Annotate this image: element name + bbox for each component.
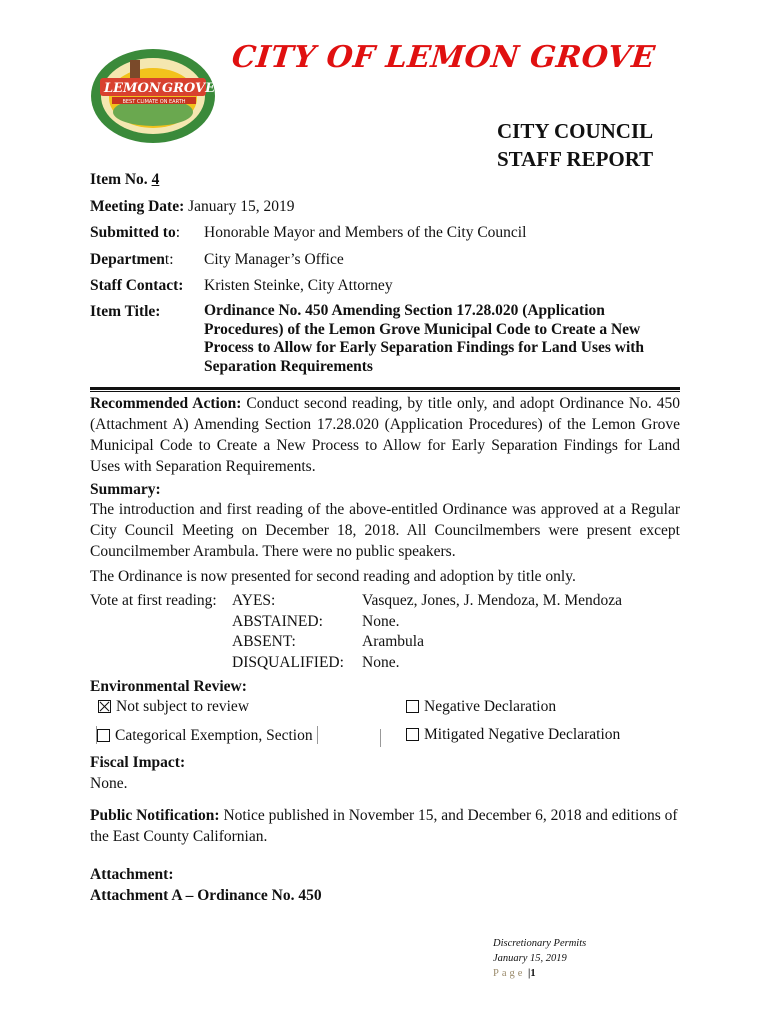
vote-label: Vote at first reading: [90,592,217,609]
item-number [90,171,159,189]
checkbox-negative-declaration-label: Negative Declaration [424,698,557,715]
recommended-action-text: Conduct second reading, by title only, and adopt Ordinance No. 450 (Attachment A) Amending Section 17.28.020 (Application Procedures) of the Lemon Grove Municipal Code to Create a New Process to Allow for Early Separation Findings for Land Uses with Separation Requirements. [90,395,680,475]
city-title: CITY OF LEMON GROVE [230,40,657,75]
staff-contact-value: Kristen Steinke, City Attorney [204,277,393,294]
vote-value: None. [362,612,400,630]
field-border [380,729,381,747]
checkbox-not-subject-label: Not subject to review [116,698,250,715]
attachment-label: Attachment: [90,866,174,883]
checkbox-negative-declaration[interactable] [406,698,556,716]
public-notification-label: Public Notification: [90,807,220,824]
divider-thin [90,391,680,392]
field-border [317,726,318,744]
summary-label: Summary: [90,481,161,498]
item-title-label [90,303,160,321]
submitted-to-colon: : [175,224,181,241]
vote-key: AYES: [232,592,276,609]
vote-value: Arambula [362,633,424,650]
vote-key: DISQUALIFIED: [232,653,344,671]
department-label-suffix: t: [164,251,174,268]
fiscal-impact-text: None. [90,775,128,792]
footer-page [493,966,586,981]
checkbox-categorical-exemption[interactable] [96,726,318,745]
item-number-label: Item No. [90,171,148,188]
footer-line2: January 15, 2019 [493,953,567,964]
footer-page-word: Page [493,968,526,979]
item-title: Ordinance No. 450 Amending Section 17.28.020 (Application Procedures) of the Lemon Grove Municipal Code to Create a New Process to Allow for Early Separation Findings for Land Uses with Separation Requirements [204,302,645,375]
divider [90,387,680,390]
checked-box-icon[interactable] [98,700,111,713]
submitted-to-value: Honorable Mayor and Members of the City Council [204,224,527,241]
report-heading-line2: STAFF REPORT [497,147,654,171]
public-notification [90,805,690,847]
svg-text:GROVE: GROVE [162,81,215,96]
report-heading [497,117,653,173]
item-number-value: 4 [151,171,160,188]
vote-value: None. [362,653,400,671]
checkbox-icon[interactable] [97,729,110,742]
department-value: City Manager’s Office [204,251,344,268]
checkbox-categorical-exemption-label: Categorical Exemption, Section [115,727,313,744]
svg-text:LEMON: LEMON [104,81,161,96]
page-footer [493,936,586,981]
item-title-label-text: Item Title: [90,303,161,320]
checkbox-icon[interactable] [406,728,419,741]
vote-table [90,591,622,673]
footer-page-sep: | [528,968,531,979]
department-label: Departmen [90,251,165,268]
checkbox-mitigated-negative-label: Mitigated Negative Declaration [424,726,621,743]
footer-page-number: 1 [530,968,536,979]
department [90,251,174,269]
attachment-text: Attachment A – Ordinance No. 450 [90,887,322,904]
checkbox-not-subject[interactable] [98,698,249,716]
environmental-review-label: Environmental Review: [90,678,247,695]
checkbox-mitigated-negative[interactable] [406,726,620,744]
recommended-action [90,393,680,477]
fiscal-impact-label: Fiscal Impact: [90,754,186,771]
report-heading-line1: CITY COUNCIL [497,119,654,143]
city-seal-logo [90,44,216,144]
meeting-date-value: January 15, 2019 [188,198,295,215]
vote-key: ABSENT: [232,633,296,650]
public-notification-text: Notice published in November 15, and December 6, 2018 and editions of the East County Californian. [90,807,678,845]
checkbox-icon[interactable] [406,700,419,713]
svg-text:BEST CLIMATE ON EARTH: BEST CLIMATE ON EARTH [122,99,186,105]
staff-contact-label: Staff Contact: [90,277,184,294]
submitted-to-label: Submitted to [90,224,176,241]
vote-key: ABSTAINED: [232,612,323,630]
meeting-date-label: Meeting Date: [90,198,185,215]
summary-text: The introduction and first reading of the above-entitled Ordinance was approved at a Regular City Council Meeting on December 18, 2018. All Councilmembers were present except Councilmember Arambula. There were no public speakers. [90,501,680,560]
summary-text-2: The Ordinance is now presented for second reading and adoption by title only. [90,568,576,585]
submitted-to [90,224,180,242]
recommended-action-label: Recommended Action: [90,395,242,412]
section-field-end [380,729,381,748]
meeting-date [90,198,294,216]
vote-value: Vasquez, Jones, J. Mendoza, M. Mendoza [362,592,622,609]
footer-line1: Discretionary Permits [493,938,587,949]
staff-contact [90,277,183,295]
